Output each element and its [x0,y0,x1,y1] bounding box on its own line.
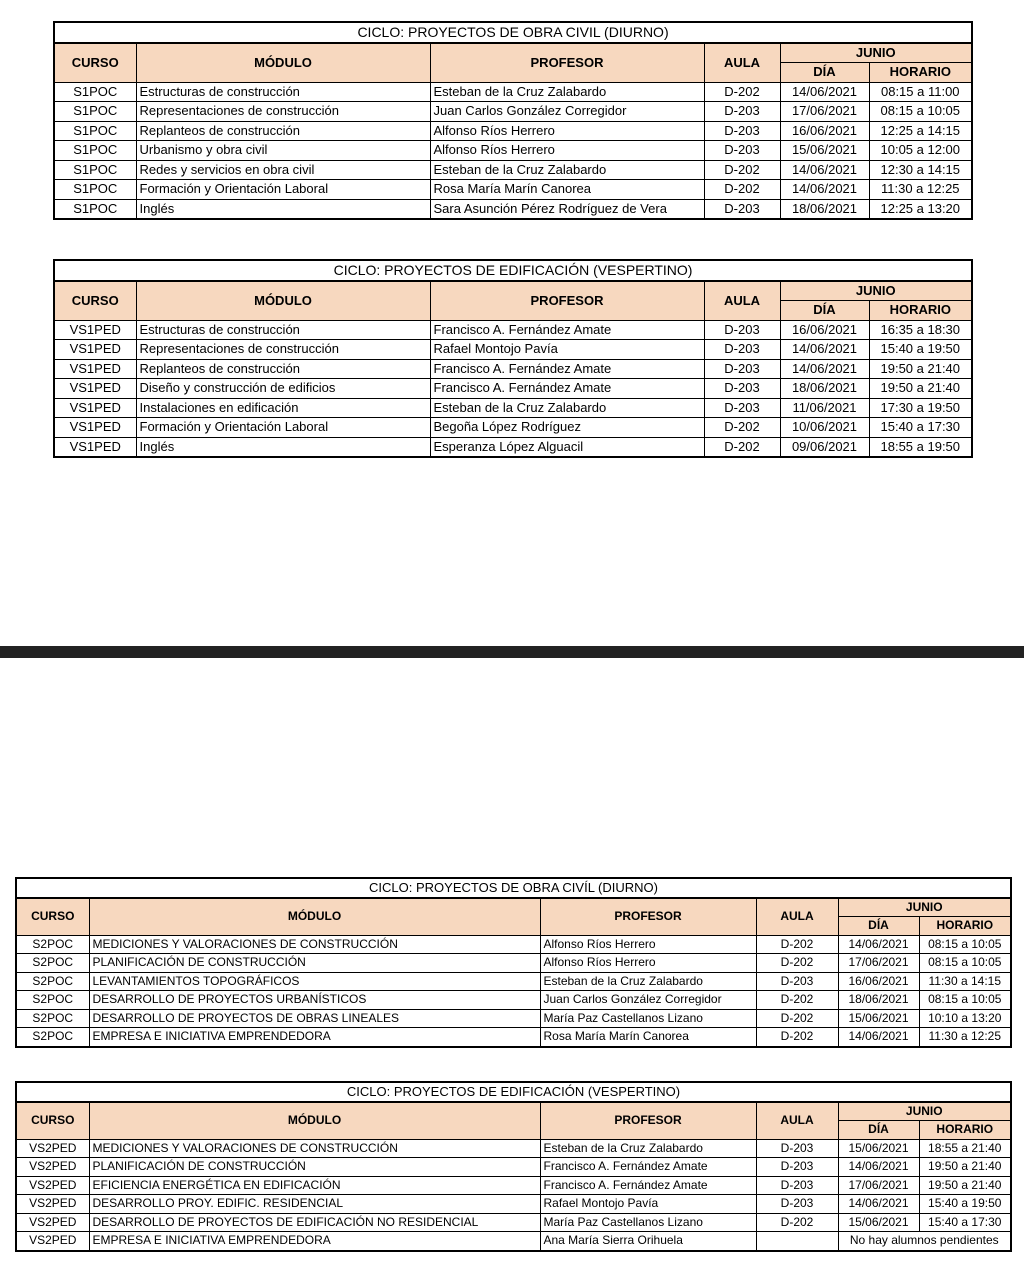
table-row [54,359,972,379]
header-curso: CURSO [16,1102,89,1140]
cell-modulo: PLANIFICACIÓN DE CONSTRUCCIÓN [89,1158,540,1177]
cell-curso: VS1PED [54,379,136,399]
header-horario: HORARIO [919,1121,1011,1140]
cell-horario: 10:05 a 12:00 [869,141,972,161]
cell-modulo: Estructuras de construcción [136,320,430,340]
header-modulo: MÓDULO [89,1102,540,1140]
table-row [54,340,972,360]
cell-modulo: MEDICIONES Y VALORACIONES DE CONSTRUCCIÓN [89,935,540,954]
cell-profesor: Esperanza López Alguacil [430,437,704,457]
cell-modulo: Redes y servicios en obra civil [136,160,430,180]
header-aula: AULA [756,898,838,936]
cell-modulo: Urbanismo y obra civil [136,141,430,161]
cell-curso: S1POC [54,102,136,122]
cell-dia: 14/06/2021 [780,82,869,102]
table-row [16,935,1011,954]
cell-profesor: Francisco A. Fernández Amate [430,320,704,340]
cell-aula: D-203 [704,320,780,340]
cell-horario: 15:40 a 17:30 [919,1213,1011,1232]
cell-no-pendientes: No hay alumnos pendientes [838,1232,1011,1251]
cell-aula: D-202 [756,1213,838,1232]
cell-modulo: Formación y Orientación Laboral [136,180,430,200]
header-modulo: MÓDULO [136,281,430,321]
cell-profesor: Alfonso Ríos Herrero [540,935,756,954]
cell-profesor: Esteban de la Cruz Zalabardo [540,1139,756,1158]
table-row [16,1195,1011,1214]
cell-curso: VS2PED [16,1139,89,1158]
table-row [54,180,972,200]
cell-dia: 16/06/2021 [780,320,869,340]
cell-curso: VS2PED [16,1176,89,1195]
cell-horario: 12:30 a 14:15 [869,160,972,180]
cell-modulo: Formación y Orientación Laboral [136,418,430,438]
cell-dia: 14/06/2021 [780,180,869,200]
table-row [54,102,972,122]
header-junio: JUNIO [780,43,972,63]
cell-modulo: Inglés [136,437,430,457]
cell-dia: 14/06/2021 [838,1158,919,1177]
cell-curso: VS2PED [16,1213,89,1232]
cell-profesor: Ana María Sierra Orihuela [540,1232,756,1251]
table-title: CICLO: PROYECTOS DE OBRA CIVIL (DIURNO) [54,22,972,43]
table-row [16,1232,1011,1251]
cell-curso: VS1PED [54,340,136,360]
schedule-table-edificacion-vespertino-2 [15,1081,1012,1252]
table-row [16,1158,1011,1177]
cell-aula: D-202 [704,180,780,200]
cell-curso: S1POC [54,121,136,141]
cell-aula: D-202 [756,991,838,1010]
cell-aula: D-203 [756,1158,838,1177]
cell-aula [756,1232,838,1251]
header-dia: DÍA [838,917,919,936]
table-row [54,121,972,141]
header-profesor: PROFESOR [540,898,756,936]
cell-profesor: Francisco A. Fernández Amate [540,1158,756,1177]
cell-curso: VS1PED [54,359,136,379]
cell-modulo: DESARROLLO DE PROYECTOS URBANÍSTICOS [89,991,540,1010]
header-profesor: PROFESOR [540,1102,756,1140]
table-row [54,379,972,399]
header-profesor: PROFESOR [430,281,704,321]
cell-aula: D-202 [704,418,780,438]
cell-modulo: LEVANTAMIENTOS TOPOGRÁFICOS [89,972,540,991]
cell-dia: 17/06/2021 [780,102,869,122]
header-dia: DÍA [838,1121,919,1140]
cell-dia: 18/06/2021 [838,991,919,1010]
cell-dia: 16/06/2021 [838,972,919,991]
header-curso: CURSO [54,43,136,83]
cell-curso: S1POC [54,180,136,200]
cell-dia: 18/06/2021 [780,199,869,219]
table-row [16,1028,1011,1047]
cell-dia: 09/06/2021 [780,437,869,457]
cell-aula: D-203 [756,1139,838,1158]
cell-dia: 14/06/2021 [780,340,869,360]
cell-dia: 17/06/2021 [838,954,919,973]
cell-dia: 15/06/2021 [838,1009,919,1028]
cell-dia: 15/06/2021 [838,1213,919,1232]
page-divider [0,646,1024,658]
cell-modulo: DESARROLLO PROY. EDIFIC. RESIDENCIAL [89,1195,540,1214]
cell-horario: 11:30 a 12:25 [919,1028,1011,1047]
cell-aula: D-203 [756,1176,838,1195]
cell-aula: D-203 [704,102,780,122]
cell-aula: D-203 [704,121,780,141]
schedule-table-edificacion-vespertino-1 [53,259,973,458]
cell-modulo: Representaciones de construcción [136,340,430,360]
cell-profesor: Alfonso Ríos Herrero [430,141,704,161]
cell-horario: 19:50 a 21:40 [919,1158,1011,1177]
cell-horario: 16:35 a 18:30 [869,320,972,340]
schedule-table-obra-civil-diurno-2 [15,877,1012,1048]
cell-dia: 14/06/2021 [838,1028,919,1047]
cell-aula: D-203 [704,379,780,399]
cell-modulo: Replanteos de construcción [136,359,430,379]
cell-profesor: Rosa María Marín Canorea [540,1028,756,1047]
cell-profesor: Juan Carlos González Corregidor [540,991,756,1010]
table-row [16,1213,1011,1232]
cell-horario: 11:30 a 14:15 [919,972,1011,991]
cell-horario: 08:15 a 11:00 [869,82,972,102]
table-row [54,141,972,161]
table-row [54,320,972,340]
cell-dia: 17/06/2021 [838,1176,919,1195]
table-row [16,954,1011,973]
table-row [16,1139,1011,1158]
cell-horario: 08:15 a 10:05 [919,935,1011,954]
cell-horario: 17:30 a 19:50 [869,398,972,418]
cell-aula: D-203 [704,359,780,379]
cell-aula: D-203 [756,972,838,991]
cell-curso: S2POC [16,935,89,954]
header-curso: CURSO [54,281,136,321]
cell-curso: VS2PED [16,1232,89,1251]
cell-horario: 19:50 a 21:40 [869,379,972,399]
cell-dia: 18/06/2021 [780,379,869,399]
cell-dia: 16/06/2021 [780,121,869,141]
cell-horario: 11:30 a 12:25 [869,180,972,200]
cell-modulo: Representaciones de construcción [136,102,430,122]
cell-curso: VS1PED [54,398,136,418]
cell-horario: 08:15 a 10:05 [919,991,1011,1010]
table-row [54,82,972,102]
header-profesor: PROFESOR [430,43,704,83]
table-title: CICLO: PROYECTOS DE EDIFICACIÓN (VESPERTINO) [54,260,972,281]
cell-modulo: Replanteos de construcción [136,121,430,141]
table-row [16,991,1011,1010]
cell-modulo: EFICIENCIA ENERGÉTICA EN EDIFICACIÓN [89,1176,540,1195]
header-modulo: MÓDULO [89,898,540,936]
cell-profesor: Esteban de la Cruz Zalabardo [430,398,704,418]
cell-horario: 15:40 a 19:50 [869,340,972,360]
cell-modulo: Diseño y construcción de edificios [136,379,430,399]
cell-horario: 12:25 a 13:20 [869,199,972,219]
cell-profesor: Francisco A. Fernández Amate [430,359,704,379]
cell-curso: S1POC [54,199,136,219]
cell-horario: 18:55 a 19:50 [869,437,972,457]
cell-aula: D-202 [704,437,780,457]
cell-modulo: DESARROLLO DE PROYECTOS DE OBRAS LINEALES [89,1009,540,1028]
table-row [54,437,972,457]
cell-curso: S2POC [16,991,89,1010]
cell-modulo: Inglés [136,199,430,219]
table-row [16,1009,1011,1028]
header-aula: AULA [704,281,780,321]
cell-curso: VS2PED [16,1195,89,1214]
cell-curso: S2POC [16,1009,89,1028]
cell-profesor: Alfonso Ríos Herrero [430,121,704,141]
cell-aula: D-203 [704,199,780,219]
schedule-table-obra-civil-diurno-1 [53,21,973,220]
cell-profesor: Sara Asunción Pérez Rodríguez de Vera [430,199,704,219]
cell-dia: 14/06/2021 [780,160,869,180]
header-dia: DÍA [780,301,869,321]
cell-aula: D-202 [756,1028,838,1047]
cell-dia: 10/06/2021 [780,418,869,438]
header-aula: AULA [756,1102,838,1140]
table-row [54,418,972,438]
cell-profesor: María Paz Castellanos Lizano [540,1213,756,1232]
table-row [54,160,972,180]
table-row [16,972,1011,991]
cell-aula: D-202 [704,160,780,180]
cell-profesor: María Paz Castellanos Lizano [540,1009,756,1028]
cell-aula: D-202 [756,954,838,973]
cell-horario: 12:25 a 14:15 [869,121,972,141]
cell-modulo: Estructuras de construcción [136,82,430,102]
header-junio: JUNIO [838,898,1011,917]
cell-horario: 15:40 a 17:30 [869,418,972,438]
cell-curso: S1POC [54,82,136,102]
cell-profesor: Esteban de la Cruz Zalabardo [430,160,704,180]
header-horario: HORARIO [869,301,972,321]
cell-modulo: PLANIFICACIÓN DE CONSTRUCCIÓN [89,954,540,973]
cell-profesor: Esteban de la Cruz Zalabardo [430,82,704,102]
cell-dia: 14/06/2021 [838,1195,919,1214]
cell-curso: VS1PED [54,418,136,438]
cell-profesor: Rafael Montojo Pavía [430,340,704,360]
cell-dia: 15/06/2021 [838,1139,919,1158]
header-horario: HORARIO [869,63,972,83]
cell-horario: 18:55 a 21:40 [919,1139,1011,1158]
cell-horario: 19:50 a 21:40 [919,1176,1011,1195]
cell-curso: VS1PED [54,437,136,457]
cell-horario: 08:15 a 10:05 [869,102,972,122]
cell-dia: 14/06/2021 [838,935,919,954]
cell-modulo: MEDICIONES Y VALORACIONES DE CONSTRUCCIÓN [89,1139,540,1158]
cell-curso: S1POC [54,141,136,161]
cell-modulo: DESARROLLO DE PROYECTOS DE EDIFICACIÓN NO RESIDENCIAL [89,1213,540,1232]
cell-profesor: Begoña López Rodríguez [430,418,704,438]
cell-aula: D-202 [704,82,780,102]
cell-curso: VS1PED [54,320,136,340]
cell-horario: 15:40 a 19:50 [919,1195,1011,1214]
table-row [54,199,972,219]
header-aula: AULA [704,43,780,83]
cell-curso: S2POC [16,1028,89,1047]
cell-curso: S2POC [16,954,89,973]
table-row [16,1176,1011,1195]
cell-profesor: Francisco A. Fernández Amate [540,1176,756,1195]
cell-curso: S2POC [16,972,89,991]
cell-curso: VS2PED [16,1158,89,1177]
table-row [54,398,972,418]
cell-profesor: Esteban de la Cruz Zalabardo [540,972,756,991]
cell-aula: D-202 [756,935,838,954]
header-curso: CURSO [16,898,89,936]
cell-modulo: EMPRESA E INICIATIVA EMPRENDEDORA [89,1232,540,1251]
cell-horario: 10:10 a 13:20 [919,1009,1011,1028]
cell-aula: D-203 [704,141,780,161]
table-title: CICLO: PROYECTOS DE OBRA CIVÍL (DIURNO) [16,878,1011,898]
cell-horario: 19:50 a 21:40 [869,359,972,379]
table-title: CICLO: PROYECTOS DE EDIFICACIÓN (VESPERTINO) [16,1082,1011,1102]
cell-modulo: EMPRESA E INICIATIVA EMPRENDEDORA [89,1028,540,1047]
cell-aula: D-202 [756,1009,838,1028]
header-junio: JUNIO [838,1102,1011,1121]
header-junio: JUNIO [780,281,972,301]
cell-aula: D-203 [704,398,780,418]
cell-profesor: Rafael Montojo Pavía [540,1195,756,1214]
header-horario: HORARIO [919,917,1011,936]
cell-profesor: Alfonso Ríos Herrero [540,954,756,973]
cell-profesor: Juan Carlos González Corregidor [430,102,704,122]
cell-dia: 14/06/2021 [780,359,869,379]
cell-aula: D-203 [704,340,780,360]
cell-curso: S1POC [54,160,136,180]
cell-profesor: Rosa María Marín Canorea [430,180,704,200]
header-modulo: MÓDULO [136,43,430,83]
cell-dia: 11/06/2021 [780,398,869,418]
cell-horario: 08:15 a 10:05 [919,954,1011,973]
cell-modulo: Instalaciones en edificación [136,398,430,418]
header-dia: DÍA [780,63,869,83]
cell-aula: D-203 [756,1195,838,1214]
cell-dia: 15/06/2021 [780,141,869,161]
cell-profesor: Francisco A. Fernández Amate [430,379,704,399]
